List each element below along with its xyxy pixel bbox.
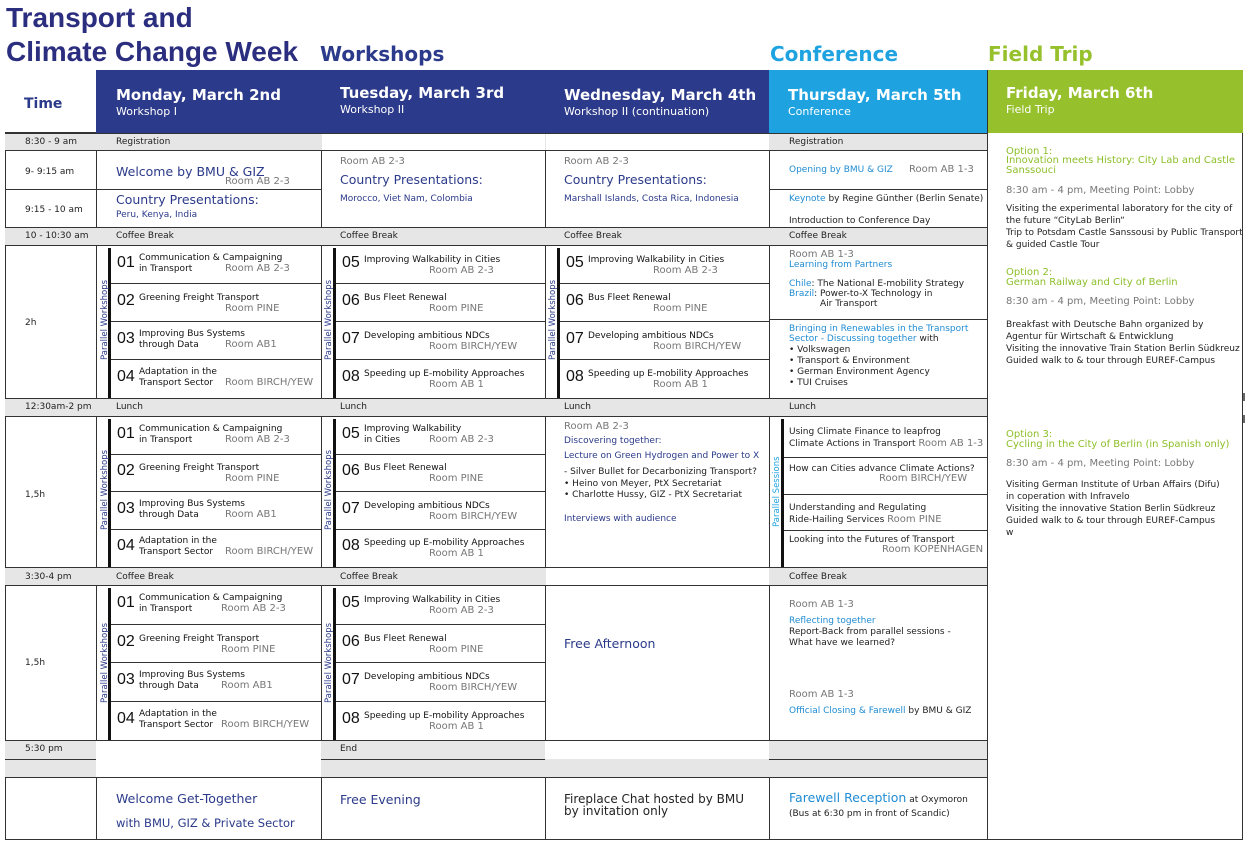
thu-brazil: Brazil: Power-to-X Technology in — [789, 289, 933, 299]
workshop-row — [336, 322, 545, 360]
workshop-row — [111, 625, 321, 664]
tue-country-title: Country Presentations: — [340, 172, 483, 187]
workshop-row — [111, 455, 321, 493]
header-monday: Monday, March 2nd Workshop I — [96, 70, 321, 133]
workshop-room: Room PINE — [653, 303, 708, 314]
thu-ps3-l1: Understanding and Regulating — [789, 503, 927, 513]
workshop-room: Room AB 2-3 — [221, 603, 286, 615]
workshop-row — [111, 246, 321, 284]
workshop-number: 06 — [342, 462, 360, 480]
workshop-number: 03 — [117, 499, 135, 517]
workshop-title: Adaptation in the Transport Sector — [139, 367, 217, 388]
thu-opening-room: Room AB 1-3 — [909, 164, 974, 175]
workshop-row — [560, 284, 769, 322]
workshop-room: Room BIRCH/YEW — [221, 718, 310, 730]
workshop-title: Speeding up E-mobility Approaches — [588, 369, 749, 379]
workshop-number: 03 — [117, 330, 135, 347]
header-tuesday: Tuesday, March 3rd Workshop II — [321, 70, 545, 133]
coffee2-label-mon: Coffee Break — [116, 572, 174, 582]
wed-mid-question: - Silver Bullet for Decarbonizing Transport? — [564, 467, 757, 477]
workshop-row — [111, 530, 321, 568]
mon-parallel-label-2: Parallel Workshops — [100, 449, 110, 530]
renew-item: • German Environment Agency — [789, 367, 930, 378]
workshop-row — [336, 702, 545, 741]
workshop-room: Room BIRCH/YEW — [429, 510, 518, 522]
mon-parallel-label-1: Parallel Workshops — [100, 279, 110, 360]
workshop-number: 04 — [117, 537, 135, 555]
wed-mid-room: Room AB 2-3 — [564, 421, 629, 432]
workshop-row — [111, 417, 321, 455]
workshop-room: Room AB1 — [225, 508, 277, 520]
thu-rb-title: Reflecting together — [789, 616, 876, 626]
time-1000: 10 - 10:30 am — [25, 231, 89, 241]
workshop-title: Adaptation in the Transport Sector — [139, 536, 217, 558]
workshop-room: Room PINE — [429, 473, 484, 485]
workshop-title: Greening Freight Transport — [139, 633, 260, 644]
workshop-row — [560, 360, 769, 398]
time-1230: 12:30am-2 pm — [25, 402, 92, 412]
workshop-title: Bus Fleet Renewal — [588, 293, 671, 303]
fri-o1-desc: Visiting the experimental laboratory for the city of the future “CityLab Berlin“ Trip to Potsdam Castle Sanssousi by Public Transport & guided Castle Tour — [1006, 204, 1243, 250]
time-830: 8:30 - 9 am — [25, 137, 78, 147]
lunch-label-tue: Lunch — [340, 402, 367, 412]
workshop-title: Improving Walkability in Cities — [364, 423, 462, 445]
workshop-title: Improving Walkability in Cities — [588, 255, 725, 265]
fri-o3-label: Option 3: — [1006, 429, 1053, 440]
header-wednesday: Wednesday, March 4th Workshop II (continuation) — [545, 70, 769, 133]
thu-renew-l1: Bringing in Renewables in the Transport — [789, 324, 969, 334]
thu-rb-l1: Report-Back from parallel sessions - — [789, 627, 951, 637]
workshop-title: Speeding up E-mobility Approaches — [364, 710, 525, 721]
tue-parallel-label-1: Parallel Workshops — [324, 279, 334, 360]
coffee-label-wed: Coffee Break — [564, 231, 622, 241]
tue-parallel-label-2: Parallel Workshops — [324, 449, 334, 530]
section-field-trip: Field Trip — [988, 42, 1093, 66]
thu-ps2-l1: How can Cities advance Climate Actions? — [789, 464, 975, 474]
workshop-number: 01 — [117, 424, 135, 442]
thu-cl-room: Room AB 1-3 — [789, 689, 854, 700]
workshop-number: 02 — [117, 292, 135, 309]
workshop-number: 08 — [342, 537, 360, 555]
workshop-room: Room BIRCH/YEW — [429, 682, 518, 694]
time-2h: 2h — [25, 318, 37, 328]
workshop-room: Room AB 1 — [429, 379, 484, 390]
workshop-number: 06 — [342, 632, 360, 650]
workshop-row — [111, 492, 321, 530]
workshop-room: Room AB 1 — [653, 379, 708, 390]
workshop-title: Developing ambitious NDCs — [364, 500, 490, 511]
mon-welcome: Welcome by BMU & GIZ — [116, 164, 265, 179]
thu-evening-bus: (Bus at 6:30 pm in front of Scandic) — [789, 809, 950, 819]
workshop-room: Room AB 2-3 — [429, 265, 494, 276]
tue-workshops-3 — [336, 586, 545, 740]
workshop-room: Room PINE — [225, 303, 280, 314]
renew-item: • TUI Cruises — [789, 378, 930, 389]
mon-workshops-1 — [111, 246, 321, 398]
workshop-number: 08 — [342, 709, 360, 727]
workshop-title: Developing ambitious NDCs — [588, 331, 714, 341]
workshop-room: Room AB1 — [225, 339, 277, 350]
workshop-number: 03 — [117, 671, 135, 689]
header-thursday: Thursday, March 5th Conference — [769, 70, 987, 133]
workshop-room: Room AB 2-3 — [429, 605, 494, 617]
workshop-room: Room AB 2-3 — [429, 433, 494, 445]
fri-o2-desc: Breakfast with Deutsche Bahn organized by Agentur für Wirtschaft & Entwicklung Visiting the innovative Train Station Berlin Südkreuz Guided walk to & tour through EUREF-Campus — [1006, 320, 1240, 366]
page-title-line1: Transport and — [6, 2, 193, 33]
wed-free-afternoon: Free Afternoon — [564, 636, 656, 651]
time-900: 9- 9:15 am — [25, 167, 75, 177]
workshop-room: Room BIRCH/YEW — [653, 341, 742, 352]
workshop-title: Speeding up E-mobility Approaches — [364, 538, 525, 549]
workshop-row — [336, 417, 545, 455]
workshop-row — [336, 586, 545, 625]
workshop-number: 07 — [342, 671, 360, 689]
workshop-row — [336, 663, 545, 702]
thu-ps2-room: Room BIRCH/YEW — [879, 473, 968, 484]
workshop-title: Developing ambitious NDCs — [364, 672, 490, 683]
thu-evening: Farewell Reception at Oxymoron — [789, 790, 968, 805]
thu-chile: Chile: The National E-mobility Strategy — [789, 279, 965, 289]
tue-countries: Morocco, Viet Nam, Colombia — [340, 194, 473, 204]
thu-lp-title: Learning from Partners — [789, 260, 893, 270]
workshop-number: 02 — [117, 462, 135, 480]
workshop-number: 04 — [117, 368, 135, 385]
fri-o2-label: Option 2: — [1006, 267, 1053, 278]
workshop-number: 05 — [342, 424, 360, 442]
workshop-title: Improving Walkability in Cities — [364, 255, 501, 265]
workshop-number: 06 — [566, 292, 584, 309]
mon-welcome-room: Room AB 2-3 — [225, 176, 290, 187]
thu-rb-l2: What have we learned? — [789, 638, 896, 648]
wed-country-title: Country Presentations: — [564, 172, 707, 187]
end-label-tue: End — [340, 744, 358, 754]
mon-country-title: Country Presentations: — [116, 192, 259, 207]
reg-label-mon: Registration — [116, 137, 171, 147]
workshop-room: Room BIRCH/YEW — [429, 341, 518, 352]
workshop-room: Room PINE — [429, 303, 484, 314]
workshop-number: 07 — [566, 330, 584, 347]
workshop-number: 07 — [342, 330, 360, 347]
thu-lp-room: Room AB 1-3 — [789, 249, 854, 260]
wed-mid-lecture: Lecture on Green Hydrogen and Power to X — [564, 451, 760, 461]
workshop-title: Greening Freight Transport — [139, 293, 260, 303]
renew-item: • Transport & Environment — [789, 356, 930, 367]
thu-renew-list — [789, 345, 930, 389]
thu-parallel-sessions-label: Parallel Sessions — [772, 456, 782, 527]
workshop-title: Improving Bus Systems through Data — [139, 498, 245, 520]
time-15h-a: 1,5h — [25, 490, 46, 500]
wed-countries: Marshall Islands, Costa Rica, Indonesia — [564, 194, 739, 204]
thu-opening: Opening by BMU & GIZ — [789, 165, 893, 175]
workshop-title: Communication & Campaigning in Transport — [139, 423, 283, 445]
workshop-title: Developing ambitious NDCs — [364, 331, 490, 341]
workshop-title: Improving Walkability in Cities — [364, 595, 501, 606]
workshop-title: Bus Fleet Renewal — [364, 293, 447, 303]
workshop-number: 08 — [342, 368, 360, 385]
tue-room: Room AB 2-3 — [340, 156, 405, 167]
workshop-row — [560, 322, 769, 360]
workshop-room: Room BIRCH/YEW — [225, 546, 314, 558]
workshop-row — [336, 360, 545, 398]
fri-o1-title: Innovation meets History: City Lab and Castle Sanssouci — [1006, 155, 1236, 176]
fri-o1-time: 8:30 am - 4 pm, Meeting Point: Lobby — [1006, 185, 1195, 196]
tue-workshops-2 — [336, 417, 545, 567]
workshop-room: Room AB 2-3 — [225, 263, 290, 274]
mon-countries: Peru, Kenya, India — [116, 210, 198, 220]
workshop-room: Room AB 1 — [429, 548, 484, 560]
workshop-number: 07 — [342, 499, 360, 517]
workshop-row — [336, 625, 545, 664]
time-330: 3:30-4 pm — [25, 572, 72, 582]
time-915: 9:15 - 10 am — [25, 205, 83, 215]
wed-mid-panel: • Heino von Meyer, PtX Secretariat • Charlotte Hussy, GIZ - PtX Secretariat — [564, 479, 742, 501]
workshop-title: Adaptation in the Transport Sector — [139, 708, 217, 730]
workshop-row — [111, 702, 321, 741]
fri-o3-title: Cycling in the City of Berlin (in Spanish only) — [1006, 439, 1230, 450]
thu-rb-room: Room AB 1-3 — [789, 599, 854, 610]
fri-o2-time: 8:30 am - 4 pm, Meeting Point: Lobby — [1006, 296, 1195, 307]
workshop-number: 08 — [566, 368, 584, 385]
thu-ps1-l2: Climate Actions in Transport Room AB 1-3 — [789, 438, 984, 449]
workshop-row — [111, 360, 321, 398]
workshop-row — [336, 284, 545, 322]
workshop-room: Room AB1 — [221, 680, 273, 692]
thu-ps1-l1: Using Climate Finance to leapfrog — [789, 427, 941, 437]
workshop-row — [111, 322, 321, 360]
workshop-room: Room AB 1 — [429, 720, 484, 732]
renew-item: • Volkswagen — [789, 345, 930, 356]
workshop-row — [111, 663, 321, 702]
thu-ps3-l2: Ride-Hailing Services Room PINE — [789, 514, 942, 525]
time-530: 5:30 pm — [25, 744, 63, 754]
section-conference: Conference — [770, 42, 899, 66]
section-workshops: Workshops — [320, 42, 445, 66]
tue-evening: Free Evening — [340, 792, 421, 807]
workshop-title: Communication & Campaigning in Transport — [139, 593, 283, 615]
workshop-title: Speeding up E-mobility Approaches — [364, 369, 525, 379]
fri-o2-title: German Railway and City of Berlin — [1006, 277, 1178, 288]
mon-parallel-label-3: Parallel Workshops — [100, 622, 110, 703]
workshop-title: Communication & Campaigning in Transport — [139, 253, 283, 274]
workshop-room: Room PINE — [221, 643, 276, 655]
header-time: Time — [5, 70, 96, 133]
band-lunch — [5, 398, 987, 417]
thu-closing: Official Closing & Farewell by BMU & GIZ — [789, 706, 972, 716]
workshop-row — [336, 455, 545, 493]
workshop-row — [336, 530, 545, 568]
fri-o1-label: Option 1: — [1006, 146, 1053, 157]
workshop-row — [111, 586, 321, 625]
page-title-line2: Climate Change Week — [6, 36, 299, 67]
workshop-room: Room PINE — [225, 473, 280, 485]
workshop-number: 02 — [117, 632, 135, 650]
coffee-label-thu: Coffee Break — [789, 231, 847, 241]
coffee2-label-thu: Coffee Break — [789, 572, 847, 582]
workshop-room: Room AB 2-3 — [653, 265, 718, 276]
workshop-row — [336, 246, 545, 284]
header-friday: Friday, March 6th Field Trip — [987, 70, 1243, 133]
mon-workshops-3 — [111, 586, 321, 740]
coffee-label-tue: Coffee Break — [340, 231, 398, 241]
workshop-title: Improving Bus Systems through Data — [139, 329, 245, 350]
thu-ps4-room: Room KOPENHAGEN — [882, 544, 984, 555]
wed-mid-interviews: Interviews with audience — [564, 514, 677, 524]
workshop-number: 01 — [117, 254, 135, 271]
workshop-title: Bus Fleet Renewal — [364, 633, 447, 644]
workshop-title: Greening Freight Transport — [139, 463, 260, 474]
coffee-label-mon: Coffee Break — [116, 231, 174, 241]
thu-keynote: Keynote by Regine Günther (Berlin Senate) — [789, 194, 984, 204]
reg-label-thu: Registration — [789, 137, 844, 147]
fri-o3-desc: Visiting German Institute of Urban Affairs (Difu) in coperation with Infravelo Visiting the innovative Station Berlin Südkreuz Guided walk to & tour through EUREF-Campus w — [1006, 480, 1220, 538]
wed-workshops-1 — [560, 246, 769, 398]
thu-ps4-l1: Looking into the Futures of Transport — [789, 535, 955, 545]
fri-o3-time: 8:30 am - 4 pm, Meeting Point: Lobby — [1006, 458, 1195, 469]
tue-parallel-label-3: Parallel Workshops — [324, 622, 334, 703]
workshop-row — [336, 492, 545, 530]
mon-evening-sub: with BMU, GIZ & Private Sector — [116, 816, 295, 830]
workshop-title: Improving Bus Systems through Data — [139, 670, 245, 692]
workshop-title: Bus Fleet Renewal — [364, 463, 447, 474]
workshop-row — [560, 246, 769, 284]
thu-intro: Introduction to Conference Day — [789, 216, 931, 226]
wed-evening: Fireplace Chat hosted by BMU by invitation only — [564, 792, 744, 818]
workshop-number: 05 — [342, 254, 360, 271]
wed-mid-title: Discovering together: — [564, 436, 662, 446]
workshop-room: Room PINE — [429, 643, 484, 655]
workshop-number: 05 — [566, 254, 584, 271]
thu-renew-l2: Sector - Discussing together with — [789, 334, 939, 344]
workshop-number: 05 — [342, 594, 360, 612]
lunch-label-mon: Lunch — [116, 402, 143, 412]
workshop-number: 01 — [117, 594, 135, 612]
lunch-label-thu: Lunch — [789, 402, 816, 412]
workshop-room: Room AB 2-3 — [225, 433, 290, 445]
mon-evening-title: Welcome Get-Together — [116, 791, 258, 806]
coffee2-label-tue: Coffee Break — [340, 572, 398, 582]
workshop-number: 06 — [342, 292, 360, 309]
tue-workshops-1 — [336, 246, 545, 398]
wed-parallel-label-1: Parallel Workshops — [548, 279, 558, 360]
thu-brazil-2: Air Transport — [820, 299, 878, 309]
time-15h-b: 1,5h — [25, 658, 46, 668]
wed-room: Room AB 2-3 — [564, 156, 629, 167]
lunch-label-wed: Lunch — [564, 402, 591, 412]
mon-workshops-2 — [111, 417, 321, 567]
workshop-room: Room BIRCH/YEW — [225, 377, 314, 388]
workshop-number: 04 — [117, 709, 135, 727]
workshop-row — [111, 284, 321, 322]
